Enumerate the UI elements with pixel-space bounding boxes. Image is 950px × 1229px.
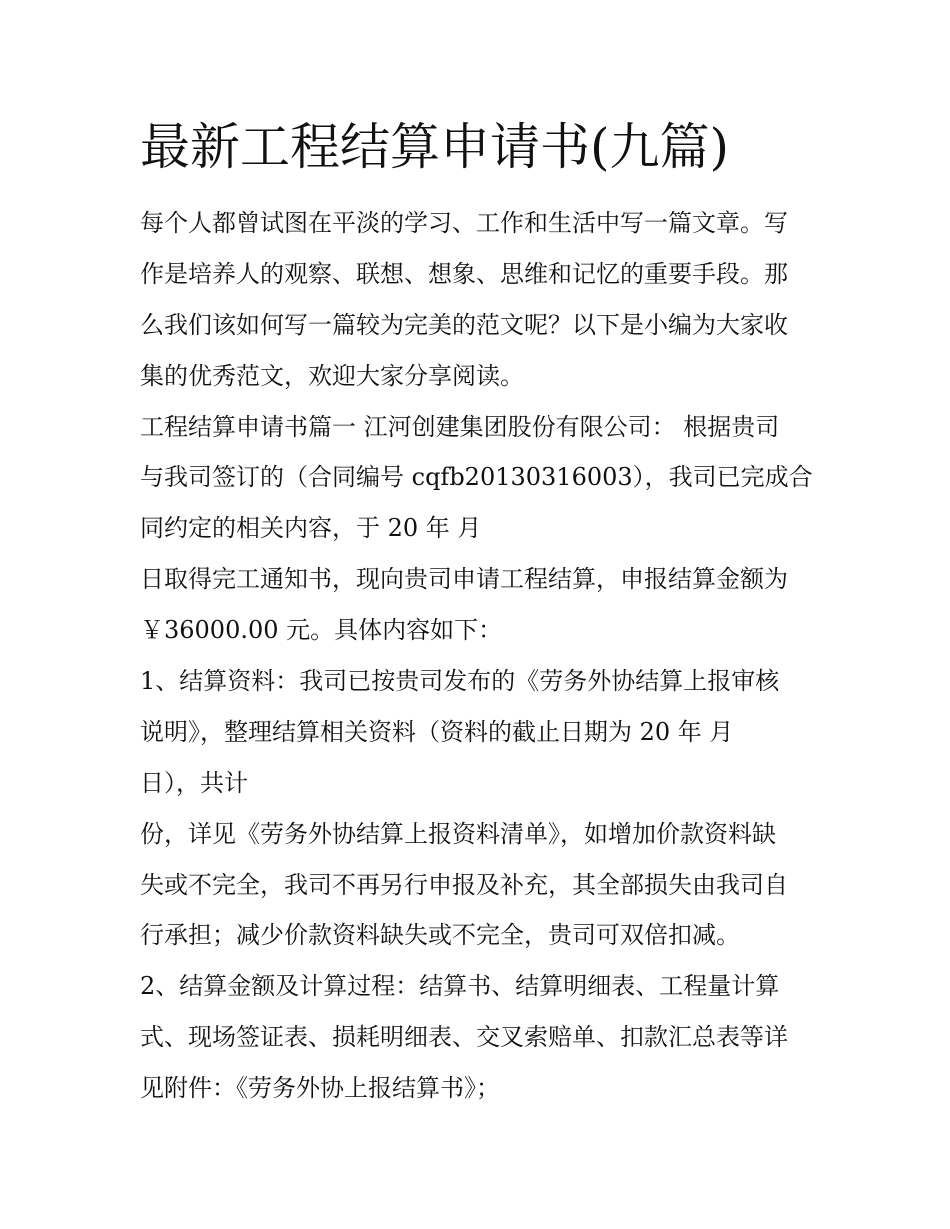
body-line: 失或不完全，我司不再另行申报及补充，其全部损失由我司自 (140, 870, 788, 899)
body-line: 1、结算资料：我司已按贵司发布的《劳务外协结算上报审核 (140, 667, 780, 696)
body-line: 同约定的相关内容，于 20 年 月 (140, 514, 482, 543)
body-line: 集的优秀范文，欢迎大家分享阅读。 (140, 361, 524, 390)
body-line: 见附件：《劳务外协上报结算书》； (140, 1074, 500, 1103)
body-line: 与我司签订的（合同编号 cqfb20130316003），我司已完成合 (140, 463, 813, 492)
body-line: 行承担；减少价款资料缺失或不完全，贵司可双倍扣减。 (140, 921, 740, 950)
body-line: 每个人都曾试图在平淡的学习、工作和生活中写一篇文章。写 (140, 209, 788, 237)
body-line: 么我们该如何写一篇较为完美的范文呢？以下是小编为大家收 (140, 310, 788, 339)
body-line: 工程结算申请书篇一 江河创建集团股份有限公司： 根据贵司 (140, 412, 780, 441)
body-line: 日），共计 (140, 768, 248, 797)
body-line: 式、现场签证表、损耗明细表、交叉索赔单、扣款汇总表等详 (140, 1023, 788, 1052)
body-line: 作是培养人的观察、联想、想象、思维和记忆的重要手段。那 (140, 259, 788, 288)
body-line: 日取得完工通知书，现向贵司申请工程结算，申报结算金额为 (140, 565, 788, 594)
document-content (140, 112, 820, 1114)
body-line: ￥36000.00 元。具体内容如下： (140, 616, 503, 645)
body-line: 份，详见《劳务外协结算上报资料清单》，如增加价款资料缺 (140, 819, 776, 848)
body-line: 说明》，整理结算相关资料（资料的截止日期为 20 年 月 (140, 717, 734, 746)
document-title: 最新工程结算申请书(九篇) (140, 118, 730, 176)
body-line: 2、结算金额及计算过程：结算书、结算明细表、工程量计算 (140, 972, 780, 1001)
